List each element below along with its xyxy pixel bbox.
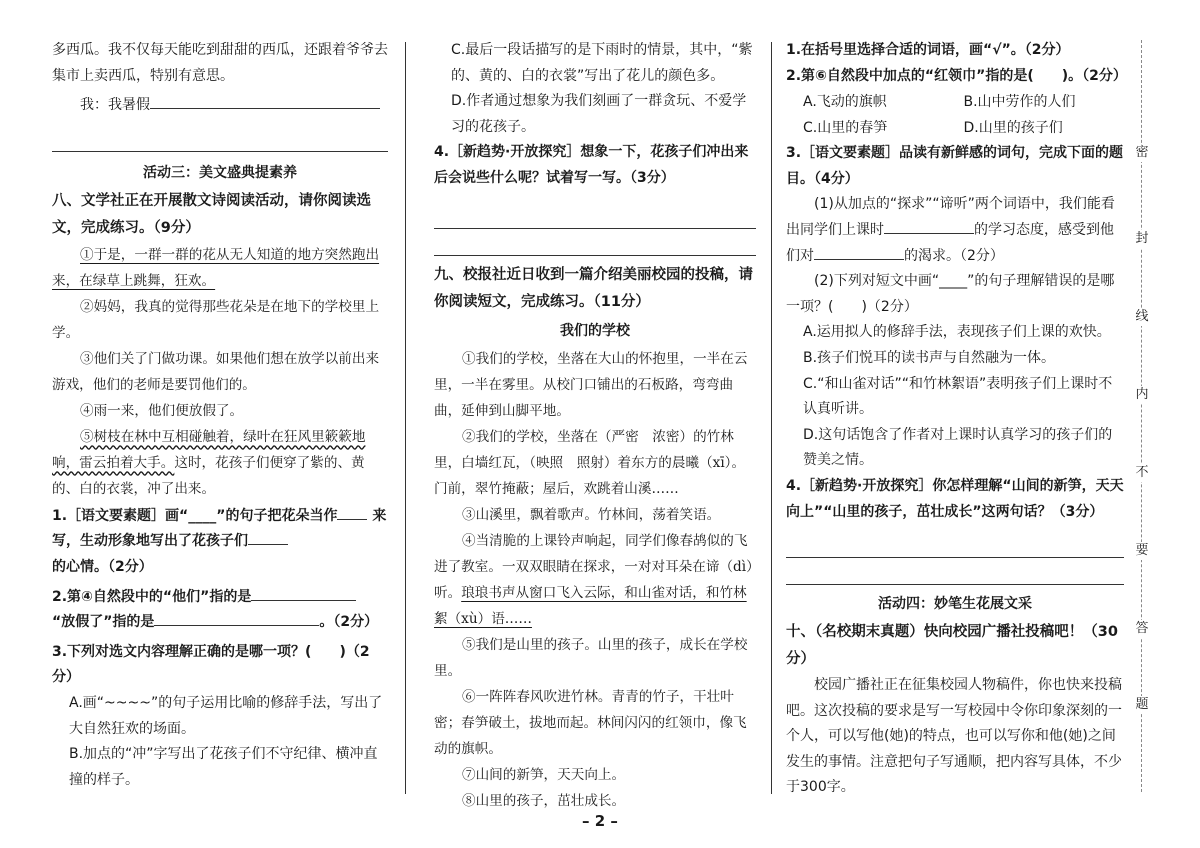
binding-char: 内	[1132, 386, 1152, 404]
option-3b: B.孩子们悦耳的读书声与自然融为一体。	[803, 349, 1056, 366]
options-2ab	[786, 89, 1124, 115]
binding-char: 密	[1132, 144, 1152, 162]
activity-4-heading: 活动四：妙笔生花展文采	[878, 596, 1032, 613]
binding-char: 答	[1132, 620, 1152, 638]
binding-char: 要	[1132, 542, 1152, 560]
question-3: 3.［语文要素题］品读有新鲜感的词句，完成下面的题目。（4分）	[786, 145, 1124, 187]
me-label: 我：我暑假	[52, 93, 388, 119]
passage-s1: ①于是，一群一群的花从无人知道的地方突然跑出来，在绿草上跳舞，狂欢。	[52, 246, 380, 289]
binding-line	[1135, 40, 1164, 792]
passage-s4: ④雨一来，他们便放假了。	[80, 402, 244, 419]
binding-char: 不	[1132, 464, 1152, 482]
question-3: 3.下列对选文内容理解正确的是哪一项？( )（2分）	[52, 643, 370, 686]
option-3a: A.运用拟人的修辞手法，表现孩子们上课的欢快。	[803, 324, 1111, 341]
activity-3-heading: 活动三：美文盛典提素养	[143, 164, 297, 181]
question-10-body: 校园广播社正在征集校园人物稿件，你也快来投稿吧。这次投稿的要求是写一写校园中令你印象深刻的一个人，可以写他(她)的特点，也可以写你和他(她)之间发生的事情。注意把句子写通顺，把内容写具体，不少于300字。	[786, 677, 1122, 796]
question-1: 1.［语文要素题］画“____”的句子把花朵当作 来写，生动形象地写出了花孩子们 的心情。（2分）	[52, 504, 388, 581]
essay-title: 我们的学校	[560, 322, 630, 339]
option-3c: C.“和山雀对话”“和竹林絮语”表明孩子们上课时不认真听讲。	[803, 375, 1113, 418]
essay-p5: ⑤我们是山里的孩子。山里的孩子，成长在学校里。	[434, 636, 748, 679]
essay-p2: ②我们的学校，坐落在（严密 浓密）的竹林里，白墙红瓦，（映照 照射）着东方的晨曦（xī）。门前，翠竹掩蔽；屋后，欢跳着山溪……	[434, 428, 746, 497]
passage-s3: ③他们关了门做功课。如果他们想在放学以前出来游戏，他们的老师是要罚他们的。	[52, 350, 380, 393]
binding-char: 题	[1132, 696, 1152, 714]
options-2cd	[786, 115, 1124, 141]
column-3	[786, 38, 1127, 801]
essay-p8: ⑧山里的孩子，茁壮成长。	[462, 792, 626, 809]
essay-p3: ③山溪里，飘着歌声。竹林间，荡着笑语。	[462, 506, 721, 523]
question-4: 4.［新趋势·开放探究］想象一下，花孩子们冲出来后会说些什么呢？试着写一写。（3分）	[434, 144, 749, 186]
option-3d: D.作者通过想象为我们刻画了一群贪玩、不爱学习的花孩子。	[451, 93, 747, 135]
question-2: 2.第④自然段中的“他们”指的是 “放假了”指的是 。（2分）	[52, 585, 388, 636]
question-3-1: (1)从加点的“探求”“谛听”两个词语中，我们能看出同学们上课时 的学习态度，感受到他们对 的渴求。（2分）	[786, 196, 1115, 264]
answer-line[interactable]	[434, 233, 756, 256]
question-1: 1.在括号里选择合适的词语，画“√”。（2分）	[786, 42, 1070, 58]
question-2: 2.第⑥自然段中加点的“红领巾”指的是( )。（2分）	[786, 67, 1127, 84]
binding-char: 封	[1132, 230, 1152, 248]
column-2	[434, 38, 756, 814]
essay-p1: ①我们的学校，坐落在大山的怀抱里，一半在云里，一半在雾里。从校门口铺出的石板路，弯弯曲曲，延伸到山脚平地。	[434, 350, 748, 419]
column-divider-left	[405, 42, 406, 794]
option-3c: C.最后一段话描写的是下雨时的情景，其中，“紫的、黄的、白的衣裳”写出了花儿的颜色多。	[451, 42, 753, 84]
passage-s5: ⑤树枝在林中互相碰触着，绿叶在狂风里簌簌地响，雷云拍着大手。这时，花孩子们便穿了紫的、黄的、白的衣裳，冲了出来。	[52, 428, 366, 497]
page-number: – 2 –	[582, 812, 618, 830]
question-8-title: 八、文学社正在开展散文诗阅读活动，请你阅读选文，完成练习。（9分）	[52, 192, 371, 236]
option-2a[interactable]: A.飞动的旗帜	[803, 94, 887, 111]
answer-line[interactable]	[786, 562, 1124, 585]
option-2b[interactable]: B.山中劳作的人们	[963, 94, 1076, 111]
essay-p6: ⑥一阵阵春风吹进竹林。青青的竹子，干壮叶密；春笋破土，拔地而起。林间闪闪的红领巾，像飞动的旗帜。	[434, 688, 747, 757]
column-1	[52, 38, 388, 793]
column-divider-right	[771, 42, 772, 794]
answer-line[interactable]	[786, 535, 1124, 558]
binding-char: 线	[1132, 308, 1152, 326]
essay-p7: ⑦山间的新笋，天天向上。	[462, 766, 626, 783]
question-3-2: (2)下列对短文中画“____”的句子理解错误的是哪一项？( )（2分）	[786, 273, 1115, 315]
option-3a: A.画“~~~~”的句子运用比喻的修辞手法，写出了大自然狂欢的场面。	[69, 694, 383, 737]
option-3b: B.加点的“冲”字写出了花孩子们不守纪律、横冲直撞的样子。	[69, 746, 378, 788]
option-2d[interactable]: D.山里的孩子们	[963, 120, 1063, 137]
option-3d: D.这句话饱含了作者对上课时认真学习的孩子们的赞美之情。	[803, 426, 1113, 469]
passage-s2: ②妈妈，我真的觉得那些花朵是在地下的学校里上学。	[52, 298, 380, 341]
paragraph-intro: 多西瓜。我不仅每天能吃到甜甜的西瓜，还跟着爷爷去集市上卖西瓜，特别有意思。	[52, 42, 388, 84]
question-10-title: 十、（名校期末真题）快向校园广播社投稿吧！（30分）	[786, 624, 1118, 668]
answer-line[interactable]	[434, 206, 756, 229]
answer-line[interactable]	[52, 129, 388, 152]
essay-p4: ④当清脆的上课铃声响起，同学们像春鸪似的飞进了教室。一双双眼睛在探求，一对对耳朵在谛（dì）听。琅琅书声从窗口飞入云际，和山雀对话，和竹林絮（xù）语……	[434, 532, 753, 627]
question-9-title: 九、校报社近日收到一篇介绍美丽校园的投稿，请你阅读短文，完成练习。（11分）	[434, 266, 753, 310]
question-4: 4.［新趋势·开放探究］你怎样理解“山间的新笋，天天向上”“山里的孩子，茁壮成长”这两句话？（3分）	[786, 477, 1124, 520]
option-2c[interactable]: C.山里的春笋	[803, 120, 888, 137]
